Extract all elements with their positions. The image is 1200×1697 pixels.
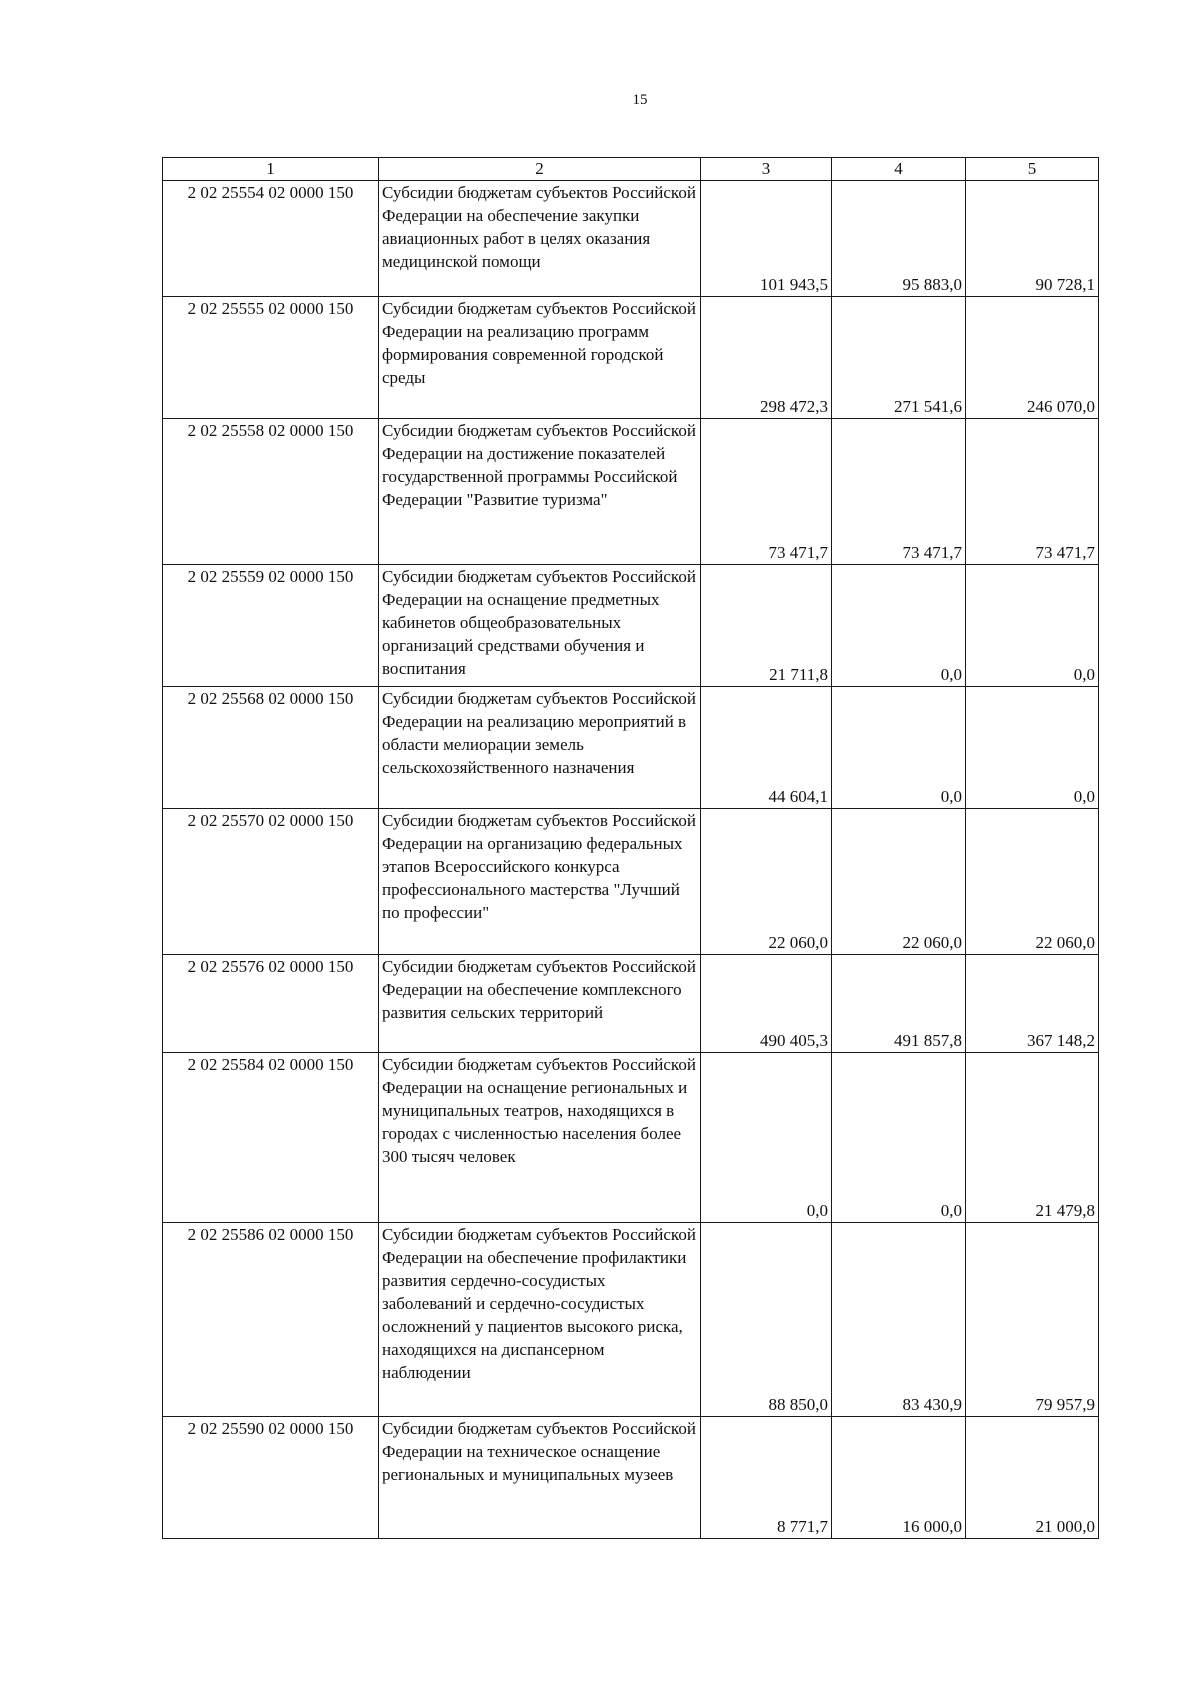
amount-col-5-cell: 22 060,0	[966, 809, 1099, 955]
table-row	[163, 181, 1099, 297]
table-row	[163, 1223, 1099, 1417]
table-row	[163, 1417, 1099, 1539]
amount-col-3-cell: 88 850,0	[701, 1223, 832, 1417]
header-cell-4: 4	[832, 158, 966, 181]
budget-code-cell: 2 02 25590 02 0000 150	[163, 1417, 379, 1539]
amount-col-3-cell: 8 771,7	[701, 1417, 832, 1539]
amount-col-3-cell: 44 604,1	[701, 687, 832, 809]
amount-col-4-cell: 73 471,7	[832, 419, 966, 565]
budget-code-cell: 2 02 25568 02 0000 150	[163, 687, 379, 809]
amount-col-4-cell: 83 430,9	[832, 1223, 966, 1417]
amount-col-5-cell: 0,0	[966, 565, 1099, 687]
table-row	[163, 297, 1099, 419]
header-row	[163, 158, 1099, 181]
table-row	[163, 565, 1099, 687]
amount-col-3-cell: 0,0	[701, 1053, 832, 1223]
amount-col-5-cell: 21 479,8	[966, 1053, 1099, 1223]
amount-col-4-cell: 95 883,0	[832, 181, 966, 297]
amount-col-5-cell: 73 471,7	[966, 419, 1099, 565]
description-cell: Субсидии бюджетам субъектов Российской Федерации на организацию федеральных этапов Всероссийского конкурса профессионального мастерства "Лучший по профессии"	[379, 809, 701, 955]
amount-col-3-cell: 298 472,3	[701, 297, 832, 419]
amount-col-5-cell: 246 070,0	[966, 297, 1099, 419]
table-row	[163, 809, 1099, 955]
amount-col-4-cell: 22 060,0	[832, 809, 966, 955]
budget-code-cell: 2 02 25576 02 0000 150	[163, 955, 379, 1053]
page-number: 15	[632, 92, 648, 108]
amount-col-3-cell: 73 471,7	[701, 419, 832, 565]
budget-code-cell: 2 02 25559 02 0000 150	[163, 565, 379, 687]
description-cell: Субсидии бюджетам субъектов Российской Федерации на обеспечение закупки авиационных работ в целях оказания медицинской помощи	[379, 181, 701, 297]
amount-col-5-cell: 90 728,1	[966, 181, 1099, 297]
description-cell: Субсидии бюджетам субъектов Российской Федерации на оснащение предметных кабинетов общеобразовательных организаций средствами обучения и воспитания	[379, 565, 701, 687]
description-cell: Субсидии бюджетам субъектов Российской Федерации на достижение показателей государственной программы Российской Федерации "Развитие туризма"	[379, 419, 701, 565]
description-cell: Субсидии бюджетам субъектов Российской Федерации на обеспечение профилактики развития сердечно-сосудистых заболеваний и сердечно-сосудистых осложнений у пациентов высокого риска, находящихся на диспансерном наблюдении	[379, 1223, 701, 1417]
amount-col-5-cell: 0,0	[966, 687, 1099, 809]
header-cell-1: 1	[163, 158, 379, 181]
description-cell: Субсидии бюджетам субъектов Российской Федерации на реализацию программ формирования современной городской среды	[379, 297, 701, 419]
budget-code-cell: 2 02 25584 02 0000 150	[163, 1053, 379, 1223]
description-cell: Субсидии бюджетам субъектов Российской Федерации на техническое оснащение региональных и муниципальных музеев	[379, 1417, 701, 1539]
amount-col-3-cell: 101 943,5	[701, 181, 832, 297]
amount-col-4-cell: 491 857,8	[832, 955, 966, 1053]
amount-col-4-cell: 16 000,0	[832, 1417, 966, 1539]
amount-col-3-cell: 490 405,3	[701, 955, 832, 1053]
header-cell-2: 2	[379, 158, 701, 181]
amount-col-5-cell: 79 957,9	[966, 1223, 1099, 1417]
amount-col-5-cell: 367 148,2	[966, 955, 1099, 1053]
budget-code-cell: 2 02 25570 02 0000 150	[163, 809, 379, 955]
table-row	[163, 419, 1099, 565]
header-cell-3: 3	[701, 158, 832, 181]
amount-col-3-cell: 21 711,8	[701, 565, 832, 687]
description-cell: Субсидии бюджетам субъектов Российской Федерации на реализацию мероприятий в области мелиорации земель сельскохозяйственного назначения	[379, 687, 701, 809]
budget-code-cell: 2 02 25558 02 0000 150	[163, 419, 379, 565]
description-cell: Субсидии бюджетам субъектов Российской Федерации на оснащение региональных и муниципальных театров, находящихся в городах с численностью населения более 300 тысяч человек	[379, 1053, 701, 1223]
budget-table	[162, 157, 1099, 1539]
budget-code-cell: 2 02 25554 02 0000 150	[163, 181, 379, 297]
table-row	[163, 687, 1099, 809]
budget-code-cell: 2 02 25586 02 0000 150	[163, 1223, 379, 1417]
amount-col-4-cell: 0,0	[832, 565, 966, 687]
table-row	[163, 955, 1099, 1053]
amount-col-4-cell: 0,0	[832, 1053, 966, 1223]
amount-col-4-cell: 271 541,6	[832, 297, 966, 419]
amount-col-5-cell: 21 000,0	[966, 1417, 1099, 1539]
header-cell-5: 5	[966, 158, 1099, 181]
description-cell: Субсидии бюджетам субъектов Российской Федерации на обеспечение комплексного развития сельских территорий	[379, 955, 701, 1053]
table-row	[163, 1053, 1099, 1223]
amount-col-3-cell: 22 060,0	[701, 809, 832, 955]
amount-col-4-cell: 0,0	[832, 687, 966, 809]
budget-code-cell: 2 02 25555 02 0000 150	[163, 297, 379, 419]
